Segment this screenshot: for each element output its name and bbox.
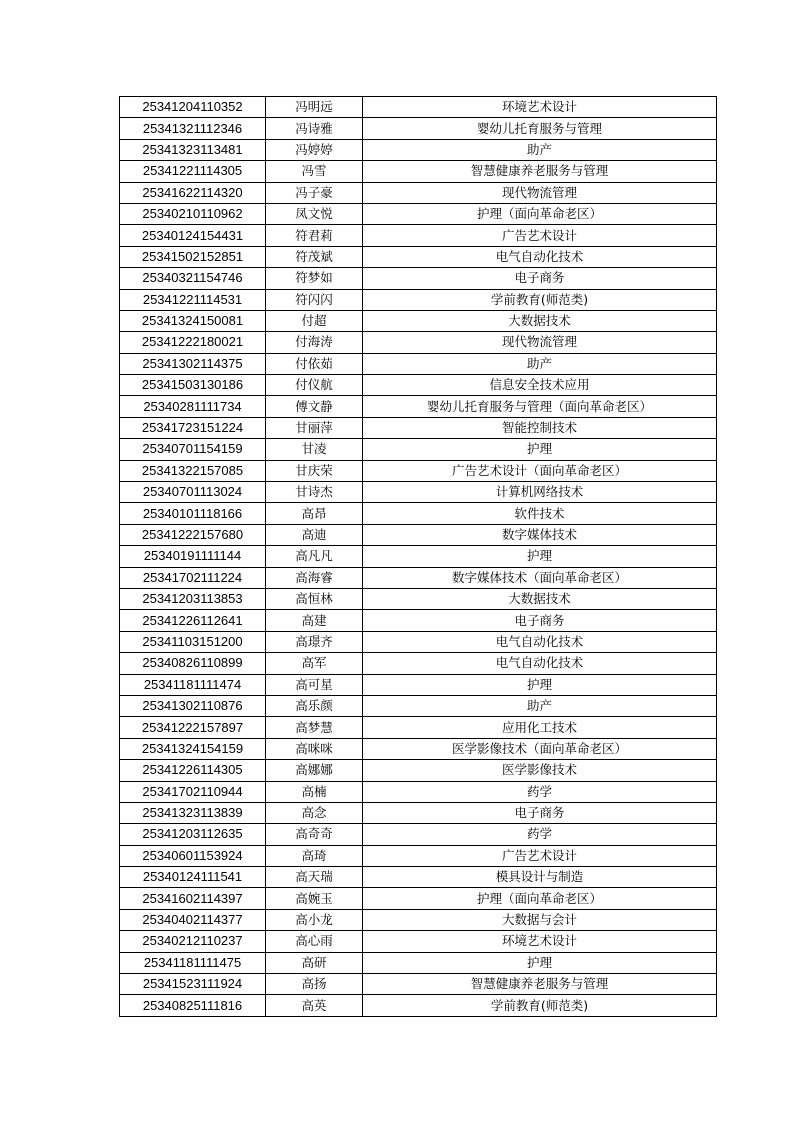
major-cell: 数字媒体技术（面向革命老区） <box>363 567 717 588</box>
student-name-cell: 冯诗雅 <box>266 118 363 139</box>
table-row <box>120 268 717 289</box>
major-cell: 应用化工技术 <box>363 717 717 738</box>
table-row <box>120 246 717 267</box>
table-row <box>120 353 717 374</box>
student-name-cell: 高建 <box>266 610 363 631</box>
major-cell: 电气自动化技术 <box>363 631 717 652</box>
student-name-cell: 甘诗杰 <box>266 482 363 503</box>
student-id-cell: 25341324150081 <box>120 310 266 331</box>
table-row <box>120 417 717 438</box>
major-cell: 现代物流管理 <box>363 332 717 353</box>
student-name-cell: 冯明远 <box>266 97 363 118</box>
student-id-cell: 25341502152851 <box>120 246 266 267</box>
student-name-cell: 甘丽萍 <box>266 417 363 438</box>
student-name-cell: 符梦如 <box>266 268 363 289</box>
student-id-cell: 25341181111475 <box>120 952 266 973</box>
major-cell: 大数据技术 <box>363 588 717 609</box>
student-name-cell: 甘庆荣 <box>266 460 363 481</box>
table-row <box>120 845 717 866</box>
student-name-cell: 高梦慧 <box>266 717 363 738</box>
table-row <box>120 760 717 781</box>
student-name-cell: 高小龙 <box>266 909 363 930</box>
student-name-cell: 符君莉 <box>266 225 363 246</box>
student-name-cell: 符茂斌 <box>266 246 363 267</box>
table-row <box>120 588 717 609</box>
table-row <box>120 289 717 310</box>
table-row <box>120 802 717 823</box>
major-cell: 智慧健康养老服务与管理 <box>363 974 717 995</box>
student-id-cell: 25340124154431 <box>120 225 266 246</box>
student-id-cell: 25341321112346 <box>120 118 266 139</box>
student-name-cell: 傅文静 <box>266 396 363 417</box>
student-id-cell: 25340402114377 <box>120 909 266 930</box>
student-id-cell: 25341222157680 <box>120 524 266 545</box>
major-cell: 护理 <box>363 674 717 695</box>
student-id-cell: 25341226112641 <box>120 610 266 631</box>
table-row <box>120 524 717 545</box>
major-cell: 环境艺术设计 <box>363 931 717 952</box>
major-cell: 智慧健康养老服务与管理 <box>363 161 717 182</box>
student-id-cell: 25341226114305 <box>120 760 266 781</box>
student-name-cell: 高楠 <box>266 781 363 802</box>
table-row <box>120 888 717 909</box>
student-id-cell: 25341323113839 <box>120 802 266 823</box>
major-cell: 广告艺术设计 <box>363 225 717 246</box>
table-row <box>120 631 717 652</box>
student-id-cell: 25341323113481 <box>120 139 266 160</box>
table-row <box>120 310 717 331</box>
roster-table <box>119 96 717 1017</box>
table-row <box>120 139 717 160</box>
table-row <box>120 546 717 567</box>
table-row <box>120 225 717 246</box>
table-row <box>120 824 717 845</box>
student-name-cell: 高娜娜 <box>266 760 363 781</box>
student-name-cell: 符闪闪 <box>266 289 363 310</box>
student-name-cell: 高天瑞 <box>266 867 363 888</box>
student-name-cell: 付超 <box>266 310 363 331</box>
major-cell: 软件技术 <box>363 503 717 524</box>
table-row <box>120 695 717 716</box>
table-row <box>120 995 717 1016</box>
student-id-cell: 25341222180021 <box>120 332 266 353</box>
student-name-cell: 冯婷婷 <box>266 139 363 160</box>
student-name-cell: 高扬 <box>266 974 363 995</box>
major-cell: 学前教育(师范类) <box>363 995 717 1016</box>
major-cell: 药学 <box>363 781 717 802</box>
major-cell: 信息安全技术应用 <box>363 375 717 396</box>
student-id-cell: 25341523111924 <box>120 974 266 995</box>
student-id-cell: 25340321154746 <box>120 268 266 289</box>
student-name-cell: 高昂 <box>266 503 363 524</box>
major-cell: 药学 <box>363 824 717 845</box>
major-cell: 电子商务 <box>363 268 717 289</box>
student-id-cell: 25341503130186 <box>120 375 266 396</box>
student-name-cell: 凤文悦 <box>266 203 363 224</box>
student-id-cell: 25340701113024 <box>120 482 266 503</box>
table-row <box>120 974 717 995</box>
major-cell: 助产 <box>363 139 717 160</box>
student-name-cell: 付仪航 <box>266 375 363 396</box>
student-name-cell: 高咪咪 <box>266 738 363 759</box>
student-id-cell: 25340825111816 <box>120 995 266 1016</box>
table-row <box>120 97 717 118</box>
major-cell: 数字媒体技术 <box>363 524 717 545</box>
table-row <box>120 674 717 695</box>
student-id-cell: 25340210110962 <box>120 203 266 224</box>
table-row <box>120 610 717 631</box>
table-row <box>120 503 717 524</box>
table-row <box>120 909 717 930</box>
student-name-cell: 高奇奇 <box>266 824 363 845</box>
student-id-cell: 25340101118166 <box>120 503 266 524</box>
major-cell: 广告艺术设计 <box>363 845 717 866</box>
student-id-cell: 25340826110899 <box>120 653 266 674</box>
student-id-cell: 25341702111224 <box>120 567 266 588</box>
student-name-cell: 高心雨 <box>266 931 363 952</box>
student-id-cell: 25341203112635 <box>120 824 266 845</box>
student-id-cell: 25341181111474 <box>120 674 266 695</box>
major-cell: 医学影像技术 <box>363 760 717 781</box>
roster-body <box>120 97 717 1017</box>
table-row <box>120 931 717 952</box>
major-cell: 护理 <box>363 546 717 567</box>
major-cell: 护理（面向革命老区） <box>363 203 717 224</box>
student-id-cell: 25341222157897 <box>120 717 266 738</box>
student-id-cell: 25341302114375 <box>120 353 266 374</box>
student-name-cell: 高迪 <box>266 524 363 545</box>
major-cell: 学前教育(师范类) <box>363 289 717 310</box>
student-name-cell: 高璟齐 <box>266 631 363 652</box>
table-row <box>120 717 717 738</box>
table-row <box>120 567 717 588</box>
student-name-cell: 高念 <box>266 802 363 823</box>
major-cell: 护理 <box>363 952 717 973</box>
table-row <box>120 396 717 417</box>
student-id-cell: 25341204110352 <box>120 97 266 118</box>
student-name-cell: 高婉玉 <box>266 888 363 909</box>
student-id-cell: 25341602114397 <box>120 888 266 909</box>
table-row <box>120 332 717 353</box>
student-name-cell: 高研 <box>266 952 363 973</box>
student-name-cell: 付海涛 <box>266 332 363 353</box>
student-id-cell: 25341622114320 <box>120 182 266 203</box>
major-cell: 婴幼儿托育服务与管理（面向革命老区） <box>363 396 717 417</box>
student-id-cell: 25341221114305 <box>120 161 266 182</box>
major-cell: 环境艺术设计 <box>363 97 717 118</box>
table-row <box>120 161 717 182</box>
major-cell: 护理（面向革命老区） <box>363 888 717 909</box>
student-name-cell: 冯子豪 <box>266 182 363 203</box>
table-row <box>120 375 717 396</box>
table-row <box>120 118 717 139</box>
student-id-cell: 25340281111734 <box>120 396 266 417</box>
student-name-cell: 高军 <box>266 653 363 674</box>
student-id-cell: 25340191111144 <box>120 546 266 567</box>
student-name-cell: 高海睿 <box>266 567 363 588</box>
table-row <box>120 952 717 973</box>
table-row <box>120 460 717 481</box>
student-id-cell: 25341103151200 <box>120 631 266 652</box>
student-id-cell: 25341702110944 <box>120 781 266 802</box>
table-row <box>120 738 717 759</box>
major-cell: 电气自动化技术 <box>363 653 717 674</box>
student-id-cell: 25340124111541 <box>120 867 266 888</box>
student-id-cell: 25341203113853 <box>120 588 266 609</box>
major-cell: 助产 <box>363 353 717 374</box>
table-row <box>120 439 717 460</box>
table-row <box>120 781 717 802</box>
student-name-cell: 高可星 <box>266 674 363 695</box>
student-id-cell: 25341324154159 <box>120 738 266 759</box>
student-id-cell: 25340701154159 <box>120 439 266 460</box>
student-name-cell: 冯雪 <box>266 161 363 182</box>
major-cell: 模具设计与制造 <box>363 867 717 888</box>
student-id-cell: 25340212110237 <box>120 931 266 952</box>
major-cell: 电子商务 <box>363 802 717 823</box>
major-cell: 现代物流管理 <box>363 182 717 203</box>
student-name-cell: 高凡凡 <box>266 546 363 567</box>
student-name-cell: 付依茹 <box>266 353 363 374</box>
student-id-cell: 25341302110876 <box>120 695 266 716</box>
student-id-cell: 25340601153924 <box>120 845 266 866</box>
student-name-cell: 高乐颜 <box>266 695 363 716</box>
major-cell: 医学影像技术（面向革命老区） <box>363 738 717 759</box>
student-name-cell: 甘凌 <box>266 439 363 460</box>
major-cell: 电气自动化技术 <box>363 246 717 267</box>
major-cell: 广告艺术设计（面向革命老区） <box>363 460 717 481</box>
table-row <box>120 482 717 503</box>
student-id-cell: 25341322157085 <box>120 460 266 481</box>
student-id-cell: 25341723151224 <box>120 417 266 438</box>
table-row <box>120 182 717 203</box>
major-cell: 助产 <box>363 695 717 716</box>
major-cell: 护理 <box>363 439 717 460</box>
table-row <box>120 867 717 888</box>
major-cell: 婴幼儿托育服务与管理 <box>363 118 717 139</box>
student-id-cell: 25341221114531 <box>120 289 266 310</box>
major-cell: 电子商务 <box>363 610 717 631</box>
table-row <box>120 653 717 674</box>
student-name-cell: 高恒林 <box>266 588 363 609</box>
major-cell: 大数据技术 <box>363 310 717 331</box>
major-cell: 智能控制技术 <box>363 417 717 438</box>
student-name-cell: 高琦 <box>266 845 363 866</box>
major-cell: 大数据与会计 <box>363 909 717 930</box>
table-row <box>120 203 717 224</box>
student-name-cell: 高英 <box>266 995 363 1016</box>
major-cell: 计算机网络技术 <box>363 482 717 503</box>
